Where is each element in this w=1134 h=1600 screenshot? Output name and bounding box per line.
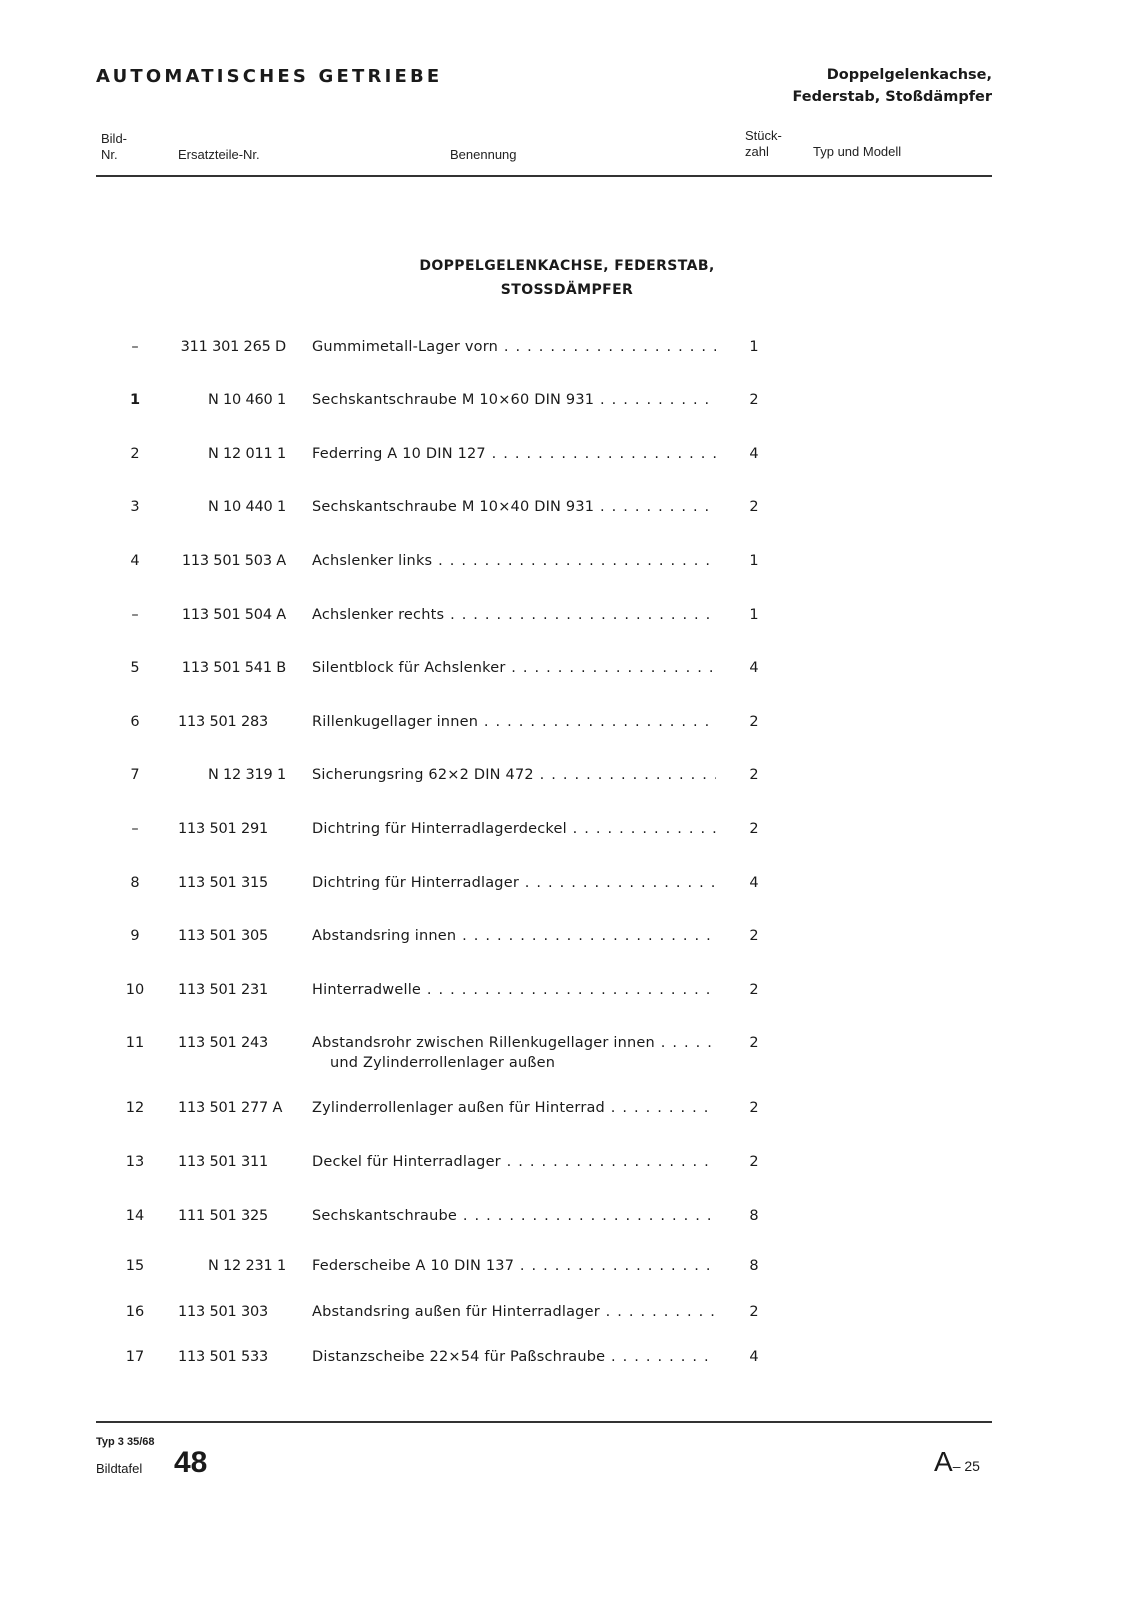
part-name: Rillenkugellager innen . . . [312,714,716,730]
part-name: Sechskantschraube M 10×40 DIN 931 . . . [312,499,716,515]
quantity: 1 [749,553,759,569]
bildtafel-label: Bildtafel [96,1461,143,1476]
part-name: Federscheibe A 10 DIN 137 . . . [312,1258,716,1274]
part-number: 113 501 305 [178,928,269,944]
quantity: 2 [749,767,759,783]
part-name: Abstandsrohr zwischen Rillenkugellager innen . . . [312,1035,716,1051]
bild-nr: – [131,339,139,355]
part-number: N 10 460 1 [207,392,286,408]
footer-divider [96,1421,992,1423]
column-header-name: Benennung [450,147,517,162]
document-subtitle [792,64,992,108]
part-name: Abstandsring innen . . . [312,928,716,944]
part-name: Zylinderrollenlager außen für Hinterrad . . . [312,1100,716,1116]
bild-nr: 1 [129,392,141,408]
quantity: 8 [749,1258,759,1274]
bild-nr: – [131,607,139,623]
table-row [0,1208,1134,1248]
part-number: 113 501 541 B [181,660,286,676]
subtitle-line-2: Federstab, Stoßdämpfer [792,89,992,105]
quantity: 4 [749,875,759,891]
quantity: 2 [749,1154,759,1170]
quantity: 2 [749,392,759,408]
bild-nr: 13 [125,1154,145,1170]
part-name: Deckel für Hinterradlager . . . [312,1154,716,1170]
part-number: 113 501 243 [178,1035,269,1051]
table-row [0,875,1134,915]
quantity: 4 [749,660,759,676]
bild-nr: 14 [125,1208,145,1224]
quantity: 2 [749,821,759,837]
bild-nr: 17 [125,1349,145,1365]
bild-nr: 12 [125,1100,145,1116]
bild-nr: 9 [130,928,140,944]
table-row [0,1035,1134,1085]
table-row [0,1258,1134,1298]
part-name: Achslenker links . . . [312,553,716,569]
part-name: Hinterradwelle . . . [312,982,716,998]
part-name: Silentblock für Achslenker . . . [312,660,716,676]
quantity: 8 [749,1208,759,1224]
bild-nr: 2 [130,446,140,462]
table-row [0,982,1134,1022]
part-name: Sicherungsring 62×2 DIN 472 . . . [312,767,716,783]
table-row [0,1154,1134,1194]
column-header-type-model: Typ und Modell [813,144,902,159]
bild-nr: 4 [130,553,140,569]
bild-nr: 8 [130,875,140,891]
table-row [0,767,1134,807]
part-number: 111 501 325 [178,1208,269,1224]
part-number: N 12 319 1 [207,767,286,783]
quantity: 2 [749,982,759,998]
part-number: 113 501 303 [178,1304,269,1320]
page-number: – 25 [952,1458,980,1474]
part-number: N 12 231 1 [207,1258,286,1274]
part-name-continuation: und Zylinderrollenlager außen [330,1055,556,1071]
part-number: 311 301 265 D [180,339,286,355]
document-title: AUTOMATISCHES GETRIEBE [96,66,443,87]
part-number: 113 501 277 A [178,1100,283,1116]
quantity: 4 [749,446,759,462]
bild-nr: 11 [125,1035,145,1051]
quantity: 1 [749,339,759,355]
quantity: 2 [749,1304,759,1320]
bild-nr: 15 [125,1258,145,1274]
quantity: 4 [749,1349,759,1365]
header-divider [96,175,992,177]
part-number: 113 501 311 [178,1154,269,1170]
table-row [0,607,1134,647]
bild-nr: 10 [125,982,145,998]
bildtafel-number: 48 [174,1446,208,1479]
part-number: 113 501 231 [178,982,269,998]
part-name: Abstandsring außen für Hinterradlager . . . [312,1304,716,1320]
column-header-qty: Stück- zahl [745,128,782,159]
table-row [0,446,1134,486]
type-edition: Typ 3 35/68 [96,1436,155,1448]
table-row [0,392,1134,432]
part-name: Sechskantschraube M 10×60 DIN 931 . . . [312,392,716,408]
part-number: 113 501 283 [178,714,269,730]
bild-nr: 16 [125,1304,145,1320]
bild-nr: – [131,821,139,837]
table-row [0,339,1134,379]
part-name: Federring A 10 DIN 127 . . . [312,446,716,462]
quantity: 2 [749,714,759,730]
table-row [0,821,1134,861]
part-number: 113 501 503 A [181,553,286,569]
table-row [0,553,1134,593]
part-number: 113 501 533 [178,1349,269,1365]
quantity: 1 [749,607,759,623]
part-number: 113 501 504 A [181,607,286,623]
table-row [0,1100,1134,1140]
page-identifier [934,1446,980,1478]
column-header-bild-nr: Bild- Nr. [101,131,128,162]
part-number: N 12 011 1 [207,446,286,462]
part-name: Dichtring für Hinterradlager . . . [312,875,716,891]
part-name: Dichtring für Hinterradlagerdeckel . . . [312,821,716,837]
table-row [0,1349,1134,1389]
page-letter: A [934,1446,953,1477]
quantity: 2 [749,928,759,944]
part-name: Gummimetall-Lager vorn . . . [312,339,716,355]
quantity: 2 [749,1100,759,1116]
section-title: DOPPELGELENKACHSE, FEDERSTAB, STOSSDÄMPFER [419,258,715,298]
table-row [0,660,1134,700]
subtitle-line-1: Doppelgelenkachse, [826,67,992,83]
table-row [0,499,1134,539]
part-name: Sechskantschraube . . . [312,1208,716,1224]
part-number: 113 501 315 [178,875,269,891]
table-row [0,714,1134,754]
bild-nr: 6 [130,714,140,730]
part-name: Distanzscheibe 22×54 für Paßschraube . . . [312,1349,716,1365]
part-number: 113 501 291 [178,821,269,837]
column-header-part-number: Ersatzteile-Nr. [178,147,260,162]
table-row [0,1304,1134,1344]
part-number: N 10 440 1 [207,499,286,515]
quantity: 2 [749,499,759,515]
bild-nr: 3 [130,499,140,515]
bild-nr: 7 [130,767,140,783]
quantity: 2 [749,1035,759,1051]
part-name: Achslenker rechts . . . [312,607,716,623]
bild-nr: 5 [130,660,140,676]
table-row [0,928,1134,968]
